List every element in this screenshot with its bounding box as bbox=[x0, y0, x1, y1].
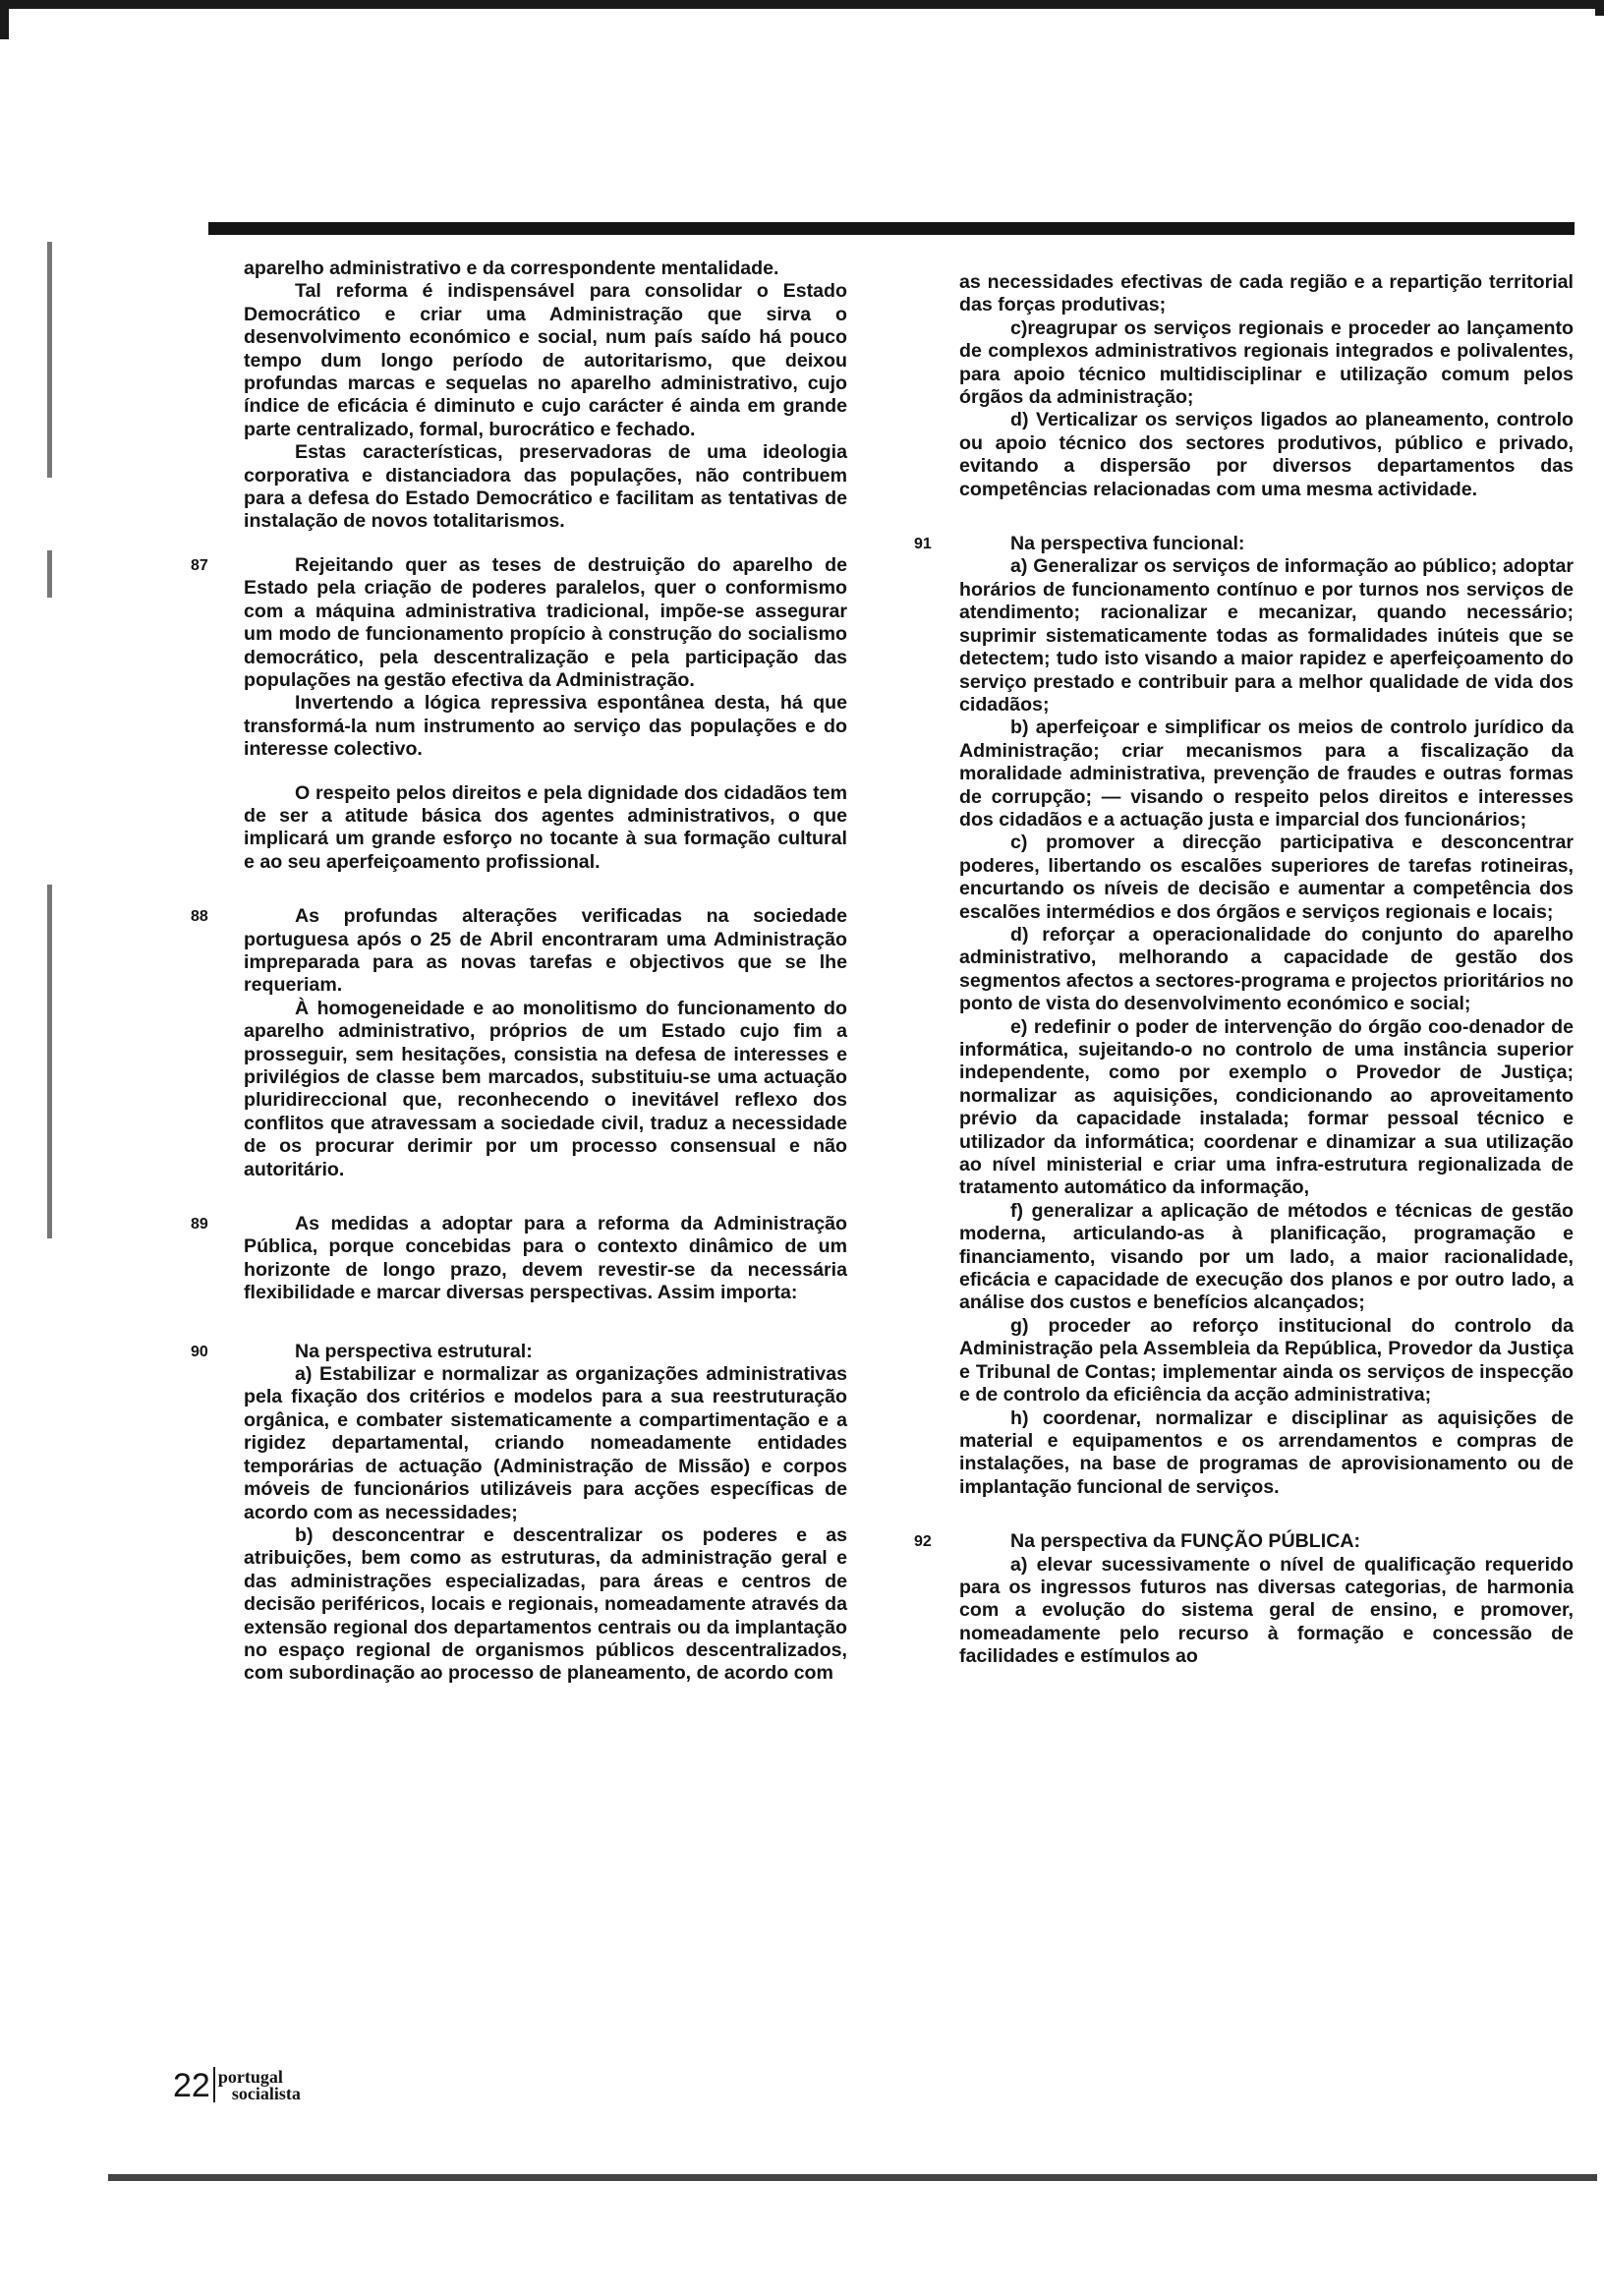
paragraph: Estas características, preservadoras de uma ideologia corporativa e distanciadora das populações, não contribuem para a defesa do Estado Democrático e facilitam as tentativas de instalação de novos totalitarismos. bbox=[244, 441, 847, 533]
list-item: h) coordenar, normalizar e disciplinar as aquisições de material e equipamentos e os arrendamentos e compras de instalações, na base de programas de aprovisionamento ou de implantação funcional de serviços. bbox=[959, 1406, 1574, 1498]
list-item: g) proceder ao reforço institucional do controlo da Administração pela Assembleia da República, Provedor da Justiça e Tribunal de Contas; implementar ainda os serviços de inspecção e de controlo da eficiência da acção administrativa; bbox=[959, 1314, 1574, 1406]
list-item: f) generalizar a aplicação de métodos e técnicas de gestão moderna, articulando-as à planificação, programação e financiamento, visando por um lado, a maior racionalidade, eficácia e capacidade de execução dos planos e por outro lado, a análise dos custos e benefícios alcançados; bbox=[959, 1199, 1574, 1314]
paragraph: Invertendo a lógica repressiva espontânea desta, há que transformá-la num instrumento ao serviço das populações e do interesse colectivo. bbox=[244, 692, 847, 761]
section-89 bbox=[191, 1213, 847, 1305]
list-item: c) promover a direcção participativa e desconcentrar poderes, libertando os escalões superiores de tarefas rotineiras, encurtando os níveis de decisão e aumentar a competência dos escalões intermédios e dos órgãos e serviços regionais e locais; bbox=[959, 832, 1574, 923]
paragraph: O respeito pelos direitos e pela dignidade dos cidadãos tem de ser a atitude básica dos agentes administrativos, o que implicará um grande esforço no tocante à sua formação cultural e ao seu aperfeiçoamento profissional. bbox=[244, 781, 847, 873]
section-heading: Na perspectiva da FUNÇÃO PÚBLICA: bbox=[1010, 1530, 1361, 1553]
page-number: 22 bbox=[173, 2067, 210, 2104]
section-number: 92 bbox=[914, 1533, 932, 1551]
scan-edge-right bbox=[1595, 0, 1604, 16]
list-item: b) aperfeiçoar e simplificar os meios de controlo jurídico da Administração; criar mecanismos para a fiscalização da moralidade administrativa, prevenção de fraudes e outras formas de corrupção; — visando o respeito pelos direitos e interesses dos cidadãos e a actuação justa e imparcial dos funcionários; bbox=[959, 717, 1574, 831]
paragraph: À homogeneidade e ao monolitismo do funcionamento do aparelho administrativo, próprios de um Estado cujo fim a prosseguir, sem hesitações, consistia na defesa de interesses e privilégios de classe bem marcados, substituiu-se uma actuação pluridireccional que, reconhecendo o inevitável reflexo dos conflitos que atravessam a sociedade civil, traduz a necessidade de os procurar derimir por um processo consensual e não autoritário. bbox=[244, 997, 847, 1180]
list-item: a) Estabilizar e normalizar as organizações administrativas pela fixação dos critérios e modelos para a sua reestruturação orgânica, e combater sistematicamente a compartimentação e a rigidez departamental, criando nomeadamente entidades temporárias de actuação (Administração de Missão) e corpos móveis de funcionários utilizáveis para acções específicas de acordo com as necessidades; bbox=[244, 1363, 847, 1523]
paragraph: aparelho administrativo e da correspondente mentalidade. bbox=[244, 258, 779, 279]
margin-scan-mark bbox=[47, 242, 52, 478]
section-number: 88 bbox=[191, 908, 208, 926]
section-91 bbox=[914, 533, 1575, 1499]
list-item: a) Generalizar os serviços de informação ao público; adoptar horários de funcionamento contínuo e por turnos nos serviços de atendimento; racionalizar e mecanizar, quando necessário; suprimir sistematicamente todas as formalidades inúteis que se detectem; tudo isto visando a maior rapidez e aperfeiçoamento do serviço prestado e contribuir para a melhor qualidade de vida dos cidadãos; bbox=[959, 555, 1574, 716]
header-rule bbox=[208, 222, 1575, 235]
list-item: d) reforçar a operacionalidade do conjunto do aparelho administrativo, melhorando a capacidade de gestão dos segmentos afectos a sectores-programa e projectos prioritários no ponto de vista do desenvolvimento económico e social; bbox=[959, 923, 1575, 1015]
list-item: e) redefinir o poder de intervenção do órgão coo-denador de informática, sujeitando-o no controlo de uma instância superior independente, como por exemplo o Provedor de Justiça; normalizar as aquisições, condicionando ao aproveitamento prévio da capacidade instalada; formar pessoal técnico e utilizador da informática; coordenar e dinamizar a sua utilização ao nível ministerial e criar uma infra-estrutura regionalizada de tratamento automático da informação, bbox=[959, 1015, 1574, 1199]
section-92 bbox=[914, 1530, 1574, 1668]
list-item: c)reagrupar os serviços regionais e proceder ao lançamento de complexos administrativos regionais integrados e polivalentes, para apoio técnico multidisciplinar e utilização comum pelos órgãos da administração; bbox=[959, 316, 1574, 409]
list-item: d) Verticalizar os serviços ligados ao planeamento, controlo ou apoio técnico dos sectores produtivos, público e privado, evitando a dispersão por diversos departamentos das competências relacionadas com uma mesma actividade. bbox=[959, 409, 1574, 500]
list-item: a) elevar sucessivamente o nível de qualificação requerido para os ingressos futuros nas diversas categorias, de harmonia com a evolução do sistema geral de ensino, e promover, nomeadamente pelo recurso à formação e concessão de facilidades e estímulos ao bbox=[959, 1553, 1574, 1668]
paragraph: Tal reforma é indispensável para consolidar o Estado Democrático e criar uma Administração que sirva o desenvolvimento económico e social, num país saído há pouco tempo dum longo período de autoritarismo, que deixou profundas marcas e sequelas no aparelho administrativo, cujo índice de eficácia é diminuto e cujo carácter é ainda em grande parte centralizado, formal, burocrático e fechado. bbox=[244, 280, 847, 440]
section-heading: Na perspectiva estrutural: bbox=[295, 1340, 533, 1362]
margin-scan-mark bbox=[47, 550, 52, 598]
margin-scan-mark bbox=[47, 885, 52, 1238]
paragraph: As profundas alterações verificadas na sociedade portuguesa após o 25 de Abril encontraram uma Administração impreparada para as novas tarefas e objectivos que se lhe requeriam. bbox=[244, 905, 847, 997]
section-number: 91 bbox=[914, 536, 932, 553]
section-number: 87 bbox=[191, 556, 208, 574]
section-87 bbox=[191, 553, 847, 874]
logo-line-1: portugal bbox=[217, 2067, 283, 2087]
section-number: 90 bbox=[191, 1343, 208, 1360]
scan-edge-top bbox=[0, 0, 1604, 9]
paragraph: As medidas a adoptar para a reforma da Administração Pública, porque concebidas para o contexto dinâmico de um horizonte de longo prazo, devem revestir-se da necessária flexibilidade e marcar diversas perspectivas. Assim importa: bbox=[244, 1213, 847, 1304]
section-88 bbox=[191, 905, 847, 1181]
page-footer bbox=[173, 2067, 301, 2102]
section-number: 89 bbox=[191, 1216, 208, 1234]
scan-edge-left bbox=[0, 0, 9, 39]
section-90 bbox=[191, 1340, 847, 1686]
section-heading: Na perspectiva funcional: bbox=[1010, 533, 1245, 555]
publication-logo bbox=[215, 2069, 301, 2102]
paragraph: as necessidades efectivas de cada região e a repartição territorial das forças produtivas; bbox=[959, 271, 1574, 316]
paragraph: Rejeitando quer as teses de destruição do aparelho de Estado pela criação de poderes paralelos, quer o conformismo com a máquina administrativa tradicional, impõe-se assegurar um modo de funcionamento propício à construção do socialismo democrático, pela descentralização e pela participação das populações na gestão efectiva da Administração. bbox=[244, 553, 847, 691]
left-column bbox=[191, 258, 847, 1686]
right-column bbox=[914, 271, 1575, 1669]
scan-bottom-line bbox=[108, 2174, 1597, 2181]
list-item: b) desconcentrar e descentralizar os poderes e as atribuições, bem como as estruturas, da administração geral e das administrações especializadas, para áreas e centros de decisão periféricos, locais e regionais, nomeadamente através da extensão regional dos departamentos centrais ou da implantação no espaço regional de organismos públicos descentralizados, com subordinação ao processo de planeamento, de acordo com bbox=[244, 1523, 847, 1685]
logo-line-2: socialista bbox=[231, 2084, 301, 2103]
